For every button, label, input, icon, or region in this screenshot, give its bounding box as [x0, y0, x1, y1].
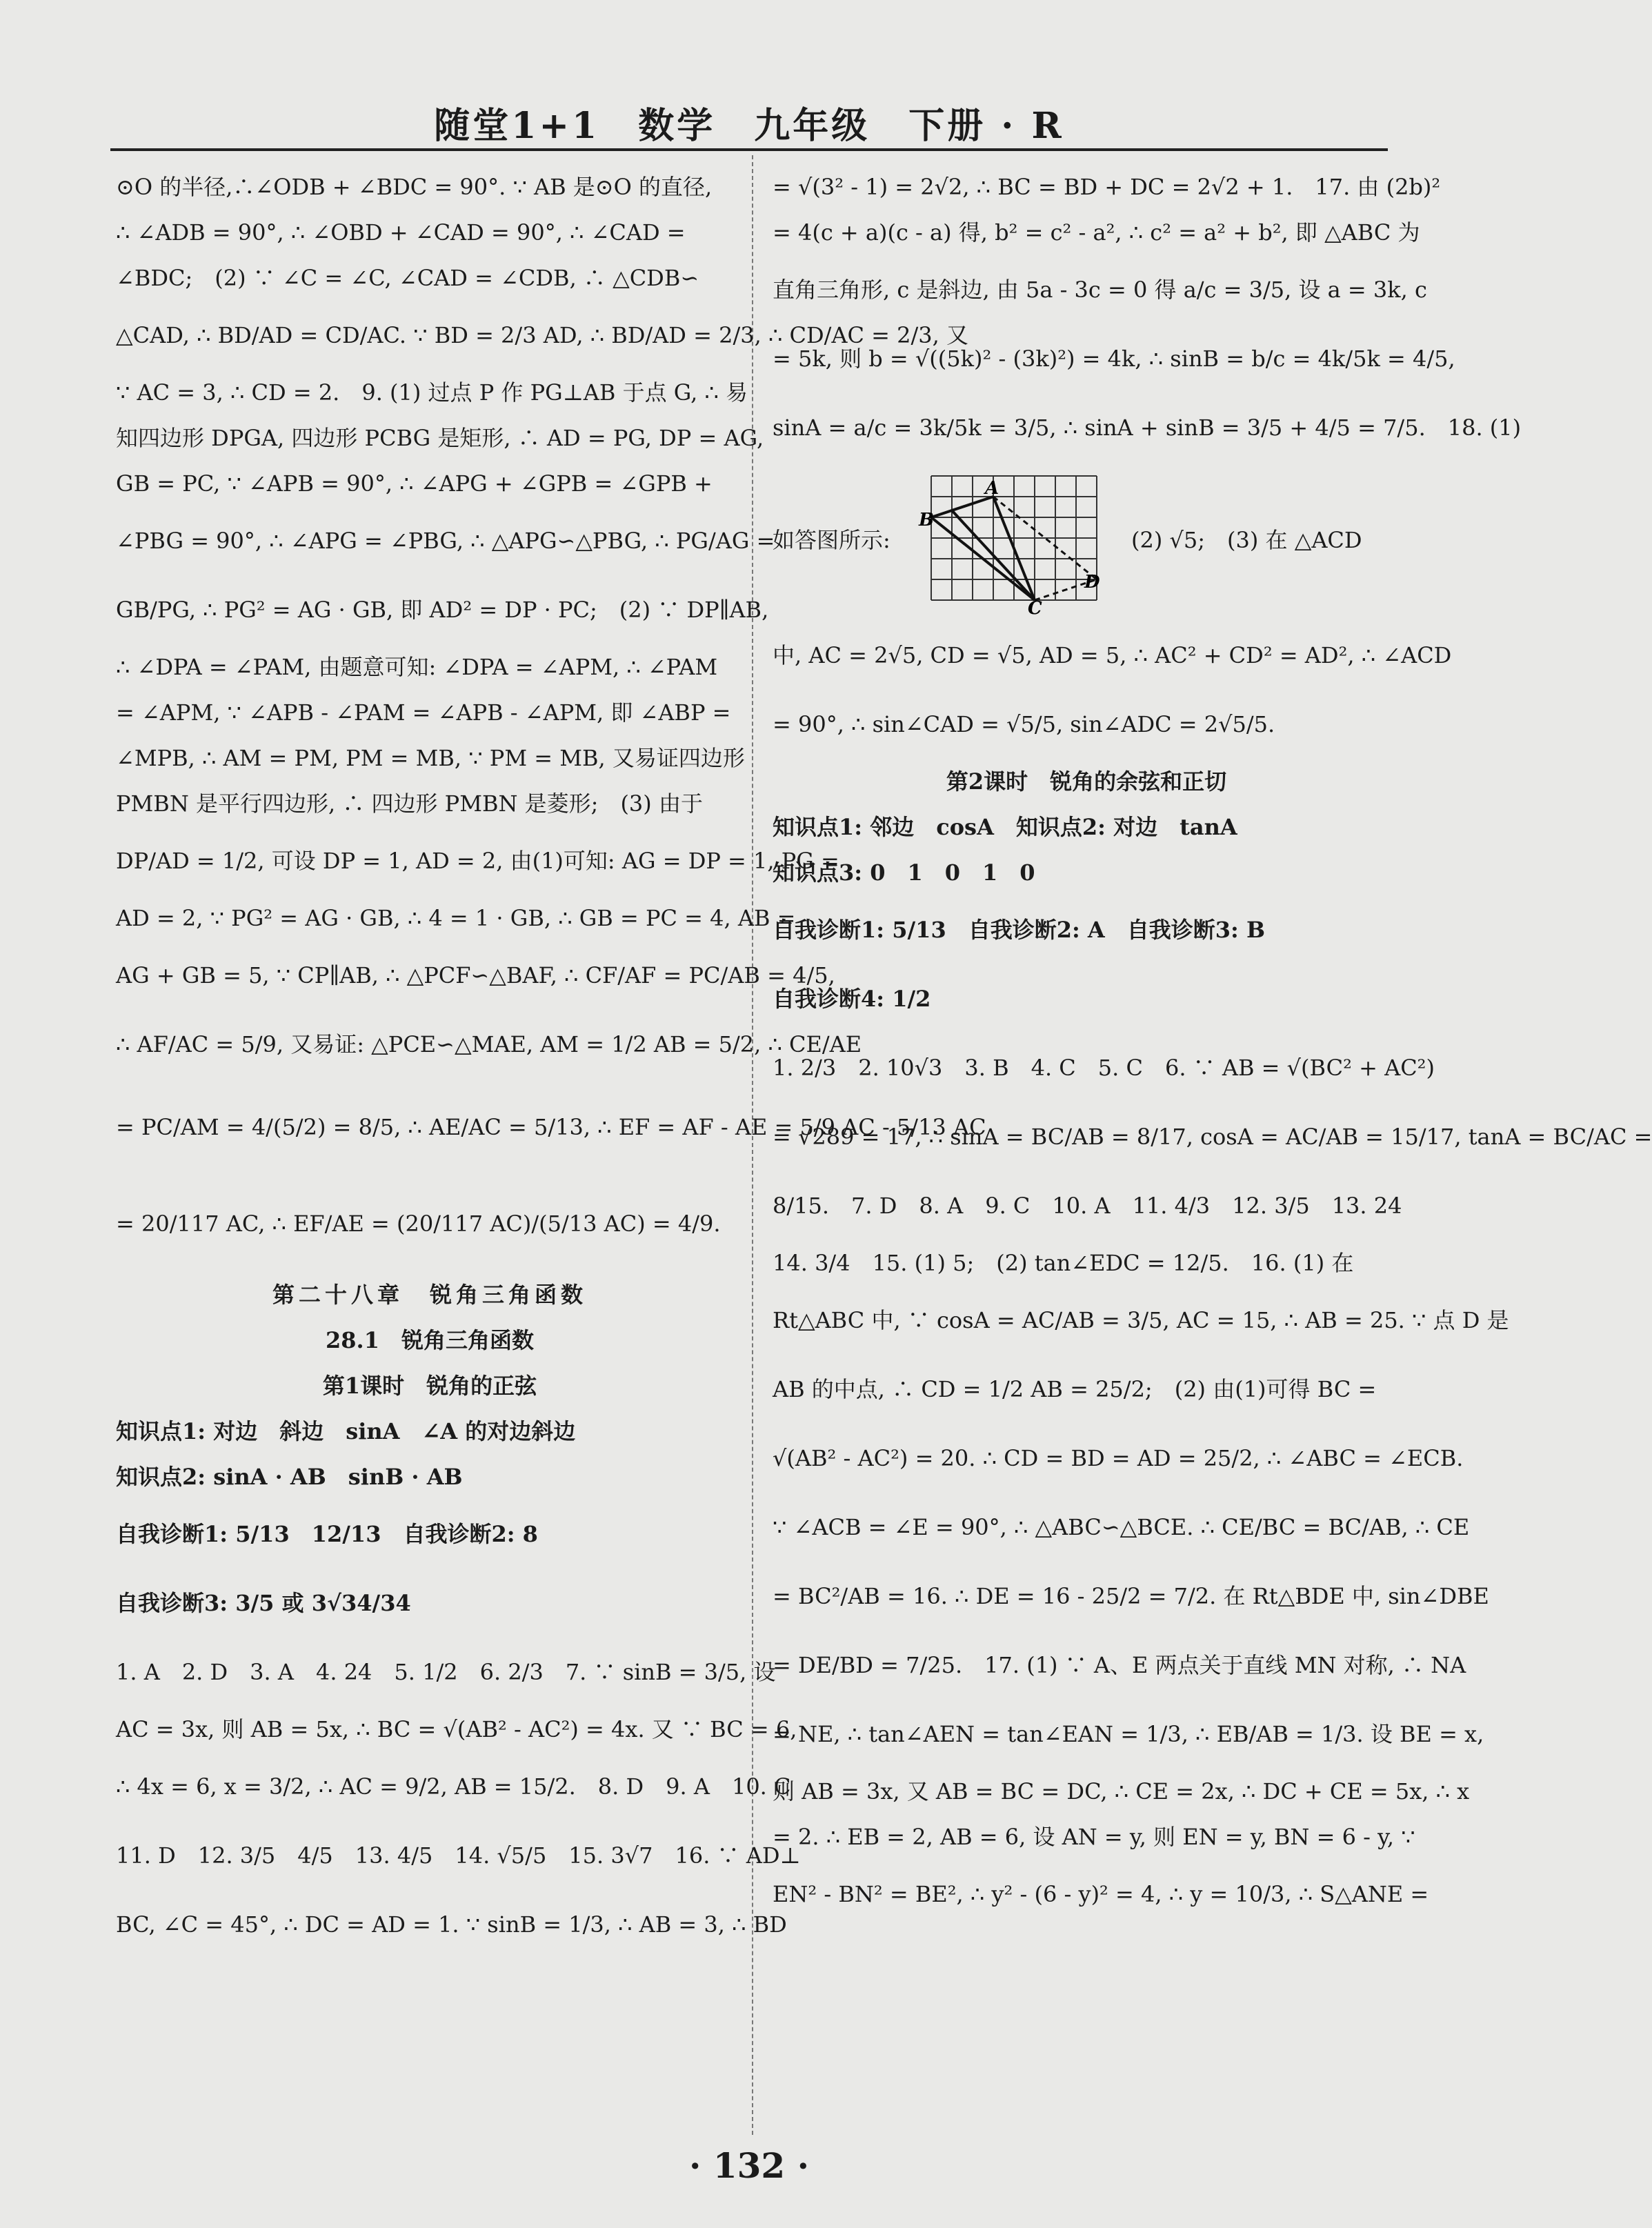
knowledge-point: 知识点1: 邻边 cosA 知识点2: 对边 tanA: [773, 814, 1237, 840]
point-c-label: C: [1028, 598, 1042, 619]
knowledge-point: 知识点3: 0 1 0 1 0: [773, 859, 1035, 886]
answer-line: 8/15. 7. D 8. A 9. C 10. A 11. 4/3 12. 3/5 13. 24: [773, 1193, 1402, 1219]
text-line: 直角三角形, c 是斜边, 由 5a - 3c = 0 得 a/c = 3/5, 设 a = 3k, c: [773, 277, 1427, 303]
figure-caption-right: (2) √5; (3) 在 △ACD: [1131, 527, 1362, 553]
dashed-lines: [993, 497, 1097, 600]
point-d-label: D: [1084, 572, 1100, 593]
text-line: = 20/117 AC, ∴ EF/AE = (20/117 AC)/(5/13 AC) = 4/9.: [116, 1211, 721, 1237]
lesson-title: 第1课时 锐角的正弦: [322, 1373, 537, 1399]
text-line: GB = PC, ∵ ∠APB = 90°, ∴ ∠APG + ∠GPB = ∠GPB +: [116, 470, 713, 497]
answer-line: 1. 2/3 2. 10√3 3. B 4. C 5. C 6. ∵ AB = √(BC² + AC²): [773, 1055, 1435, 1081]
text-line: ∴ AF/AC = 5/9, 又易证: △PCE∽△MAE, AM = 1/2 AB = 5/2, ∴ CE/AE: [116, 1031, 862, 1057]
text-line: AD = 2, ∵ PG² = AG · GB, ∴ 4 = 1 · GB, ∴ GB = PC = 4, AB =: [116, 905, 796, 931]
text-line: DP/AD = 1/2, 可设 DP = 1, AD = 2, 由(1)可知: AG = DP = 1, PG =: [116, 848, 839, 874]
answer-line: Rt△ABC 中, ∵ cosA = AC/AB = 3/5, AC = 15, ∴ AB = 25. ∵ 点 D 是: [773, 1307, 1509, 1333]
text-line: ∠MPB, ∴ AM = PM, PM = MB, ∵ PM = MB, 又易证四边形: [116, 745, 745, 771]
right-column: [773, 164, 1652, 1929]
answer-line: AB 的中点, ∴ CD = 1/2 AB = 25/2; (2) 由(1)可得 BC =: [773, 1376, 1377, 1402]
knowledge-point-1: 知识点1: 对边 斜边 sinA ∠A 的对边斜边: [116, 1418, 576, 1444]
answer-line: = DE/BD = 7/25. 17. (1) ∵ A、E 两点关于直线 MN 对称, ∴ NA: [773, 1652, 1466, 1678]
page-number: · 132 ·: [689, 2145, 809, 2186]
lesson2-title: 第2课时 锐角的余弦和正切: [946, 768, 1227, 795]
answer-line: 则 AB = 3x, 又 AB = BC = DC, ∴ CE = 2x, ∴ DC + CE = 5x, ∴ x: [773, 1778, 1470, 1804]
text-line: ∴ ∠DPA = ∠PAM, 由题意可知: ∠DPA = ∠APM, ∴ ∠PAM: [116, 654, 718, 680]
text-line: PMBN 是平行四边形, ∴ 四边形 PMBN 是菱形; (3) 由于: [116, 790, 703, 817]
answer-line: AC = 3x, 则 AB = 5x, ∴ BC = √(AB² - AC²) = 4x. 又 ∵ BC = 6,: [116, 1716, 797, 1742]
answer-line: 11. D 12. 3/5 4/5 13. 4/5 14. √5/5 15. 3√7 16. ∵ AD⊥: [116, 1842, 801, 1869]
text-line: = ∠APM, ∵ ∠APB - ∠PAM = ∠APB - ∠APM, 即 ∠ABP =: [116, 699, 731, 726]
answer-line: = 2. ∴ EB = 2, AB = 6, 设 AN = y, 则 EN = y, BN = 6 - y, ∵: [773, 1824, 1415, 1850]
figure-caption: 如答图所示:: [773, 527, 890, 553]
answer-line: 1. A 2. D 3. A 4. 24 5. 1/2 6. 2/3 7. ∵ sinB = 3/5, 设: [116, 1659, 776, 1685]
text-line: △CAD, ∴ BD/AD = CD/AC. ∵ BD = 2/3 AD, ∴ BD/AD = 2/3, ∴ CD/AC = 2/3, 又: [116, 322, 968, 348]
self-diagnosis: 自我诊断1: 5/13 12/13 自我诊断2: 8: [116, 1521, 538, 1547]
grid-figure: [919, 469, 1104, 619]
text-line: = PC/AM = 4/(5/2) = 8/5, ∴ AE/AC = 5/13, ∴ EF = AF - AE = 5/9 AC - 5/13 AC: [116, 1114, 986, 1140]
answer-figure-row: [773, 462, 1400, 621]
chapter-title: 第二十八章 锐角三角函数: [272, 1282, 587, 1308]
section-title: 28.1 锐角三角函数: [326, 1327, 534, 1353]
answer-line: = BC²/AB = 16. ∴ DE = 16 - 25/2 = 7/2. 在 Rt△BDE 中, sin∠DBE: [773, 1583, 1489, 1609]
answer-line: 14. 3/4 15. (1) 5; (2) tan∠EDC = 12/5. 16. (1) 在: [773, 1250, 1354, 1276]
answer-line: √(AB² - AC²) = 20. ∴ CD = BD = AD = 25/2, ∴ ∠ABC = ∠ECB.: [773, 1445, 1464, 1471]
text-line: ∵ AC = 3, ∴ CD = 2. 9. (1) 过点 P 作 PG⊥AB 于点 G, ∴ 易: [116, 379, 748, 406]
text-line: = 90°, ∴ sin∠CAD = √5/5, sin∠ADC = 2√5/5.: [773, 711, 1275, 737]
text-line: = √(3² - 1) = 2√2, ∴ BC = BD + DC = 2√2 + 1. 17. 由 (2b)²: [773, 174, 1441, 200]
text-line: ∠PBG = 90°, ∴ ∠APG = ∠PBG, ∴ △APG∽△PBG, ∴ PG/AG =: [116, 528, 775, 554]
knowledge-point-2: 知识点2: sinA · AB sinB · AB: [116, 1464, 463, 1490]
answer-line: ∴ 4x = 6, x = 3/2, ∴ AC = 9/2, AB = 15/2. 8. D 9. A 10. C: [116, 1773, 791, 1800]
text-line: AG + GB = 5, ∵ CP∥AB, ∴ △PCF∽△BAF, ∴ CF/AF = PC/AB = 4/5,: [116, 962, 835, 988]
answer-line: ∵ ∠ACB = ∠E = 90°, ∴ △ABC∽△BCE. ∴ CE/BC = BC/AB, ∴ CE: [773, 1514, 1470, 1540]
triangle-lines: [931, 497, 1035, 600]
text-line: ⊙O 的半径,∴∠ODB + ∠BDC = 90°. ∵ AB 是⊙O 的直径,: [116, 174, 713, 200]
text-line: sinA = a/c = 3k/5k = 3/5, ∴ sinA + sinB = 3/5 + 4/5 = 7/5. 18. (1): [773, 415, 1522, 441]
self-diagnosis: 自我诊断4: 1/2: [773, 986, 931, 1012]
point-b-label: B: [919, 510, 934, 530]
answer-line: = NE, ∴ tan∠AEN = tan∠EAN = 1/3, ∴ EB/AB = 1/3. 设 BE = x,: [773, 1721, 1484, 1747]
self-diagnosis: 自我诊断3: 3/5 或 3√34/34: [116, 1590, 411, 1616]
text-line: 知四边形 DPGA, 四边形 PCBG 是矩形, ∴ AD = PG, DP = AG,: [116, 425, 764, 451]
header-rule: [110, 148, 1388, 151]
text-line: GB/PG, ∴ PG² = AG · GB, 即 AD² = DP · PC; (2) ∵ DP∥AB,: [116, 597, 769, 623]
answer-line: BC, ∠C = 45°, ∴ DC = AD = 1. ∵ sinB = 1/3, ∴ AB = 3, ∴ BD: [116, 1911, 787, 1938]
text-line: ∠BDC; (2) ∵ ∠C = ∠C, ∠CAD = ∠CDB, ∴ △CDB∽: [116, 265, 699, 291]
text-line: = 4(c + a)(c - a) 得, b² = c² - a², ∴ c² = a² + b², 即 △ABC 为: [773, 219, 1420, 246]
column-divider: [752, 155, 753, 2135]
self-diagnosis: 自我诊断1: 5/13 自我诊断2: A 自我诊断3: B: [773, 917, 1266, 943]
page-header: 随堂1+1 数学 九年级 下册 · R: [434, 105, 1064, 147]
text-line: = 5k, 则 b = √((5k)² - (3k)²) = 4k, ∴ sinB = b/c = 4k/5k = 4/5,: [773, 346, 1455, 372]
text-line: ∴ ∠ADB = 90°, ∴ ∠OBD + ∠CAD = 90°, ∴ ∠CAD =: [116, 219, 686, 246]
answer-line: EN² - BN² = BE², ∴ y² - (6 - y)² = 4, ∴ y = 10/3, ∴ S△ANE =: [773, 1881, 1429, 1907]
text-line: 中, AC = 2√5, CD = √5, AD = 5, ∴ AC² + CD² = AD², ∴ ∠ACD: [773, 642, 1452, 668]
point-a-label: A: [985, 478, 999, 499]
answer-line: = √289 = 17, ∴ sinA = BC/AB = 8/17, cosA = AC/AB = 15/17, tanA = BC/AC =: [773, 1124, 1652, 1150]
